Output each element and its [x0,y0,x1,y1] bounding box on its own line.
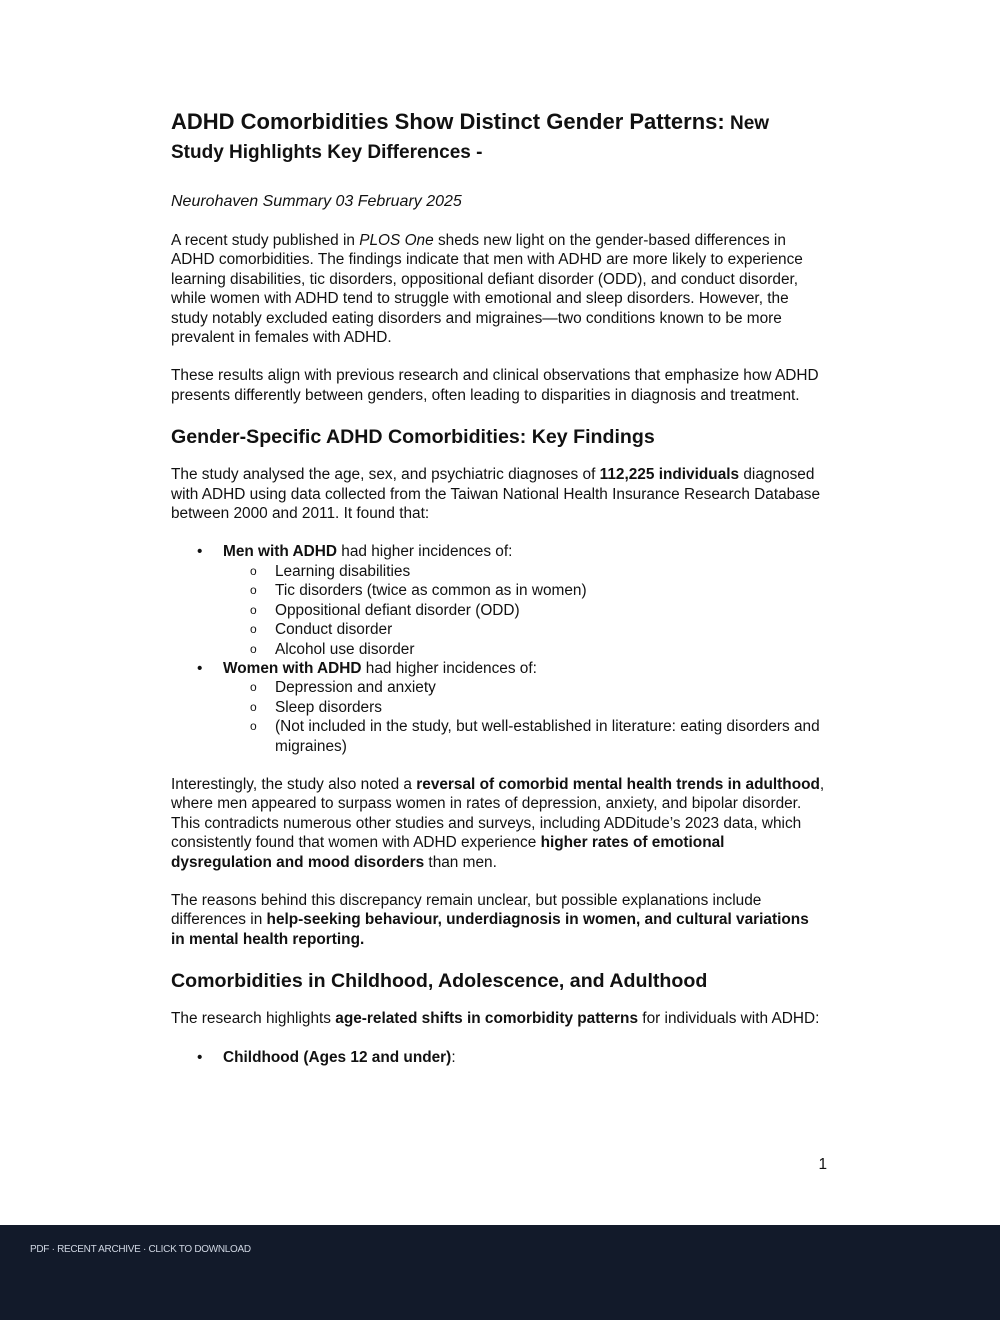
page-number: 1 [818,1156,827,1173]
list-item [171,659,826,756]
findings-paragraph-3 [171,891,826,949]
list-item [171,542,826,658]
list-item [223,581,826,600]
dateline: Neurohaven Summary 03 February 2025 [171,193,462,210]
bullet-women-label: Women with ADHD [223,659,362,677]
title-line2: Study Highlights Key Differences - [171,142,483,163]
findings-text: Interestingly, the study also noted a [171,775,417,793]
article-title [171,108,826,166]
list-item [223,717,826,756]
list-item-text: (Not included in the study, but well-established in literature: eating disorders and migraines) [275,718,820,755]
sub-bullet-glyph: o [250,680,257,695]
findings-paragraph-2 [171,775,826,872]
list-item-text: Tic disorders (twice as common as in women) [275,582,587,600]
intro-text-cont: sheds new light on the gender-based differences in ADHD comorbidities. The findings indicate that men with ADHD are more likely to experience learning disabilities, tic disorders, oppositional defiant disorder (ODD), and conduct disorder, while women with ADHD tend to struggle with emotional and sleep disorders. However, the study notably excluded eating disorders and migraines—two conditions known to be more prevalent in females with ADHD. [171,232,803,347]
sub-bullet-glyph: o [250,563,257,578]
sub-bullet-glyph: o [250,622,257,637]
findings-text-cont: diagnosed with ADHD using data collected from the Taiwan National Health Insurance Research Database between 2000 and 2011. It found that: [171,466,821,523]
bullet-glyph: • [197,659,203,677]
sub-bullet-glyph: o [250,641,257,656]
bullet-women-text: had higher incidences of: [361,659,537,677]
women-comorbidities-list [223,678,826,756]
list-item-text: Sleep disorders [275,698,382,716]
bullet-men-label: Men with ADHD [223,543,337,561]
findings-list [171,542,826,755]
list-item [223,678,826,697]
bullet-glyph: • [197,1048,203,1066]
sub-bullet-glyph: o [250,583,257,598]
download-pdf-link[interactable]: PDF · RECENT ARCHIVE · CLICK TO DOWNLOAD [30,1244,251,1255]
footer-bar [0,1225,1000,1320]
men-comorbidities-list [223,562,826,659]
findings-text: The reasons behind this discrepancy remain unclear, but possible explanations include differences in [171,891,762,929]
age-list [171,1048,826,1067]
sub-bullet-glyph: o [250,602,257,617]
article-body [171,108,826,1067]
findings-text: The study analysed the age, sex, and psychiatric diagnoses of [171,466,600,484]
emphasis-mood: higher rates of emotional dysregulation and mood disorders [171,834,725,871]
bullet-childhood-text: : [451,1048,456,1066]
emphasis-age-shifts: age-related shifts in comorbidity patterns [335,1010,639,1028]
bullet-glyph: • [197,543,203,561]
list-item [171,1048,826,1067]
findings-text-end: than men. [424,853,497,871]
list-item [223,620,826,639]
findings-text-cont: , where men appeared to surpass women in rates of depression, anxiety, and bipolar disorder. This contradicts numerous other studies and surveys, including ADDitude’s 2023 data, which consistently found that women with ADHD experience [171,775,825,852]
list-item [223,640,826,659]
emphasis-reversal: reversal of comorbid mental health trends in adulthood [416,775,820,793]
age-text-cont: for individuals with ADHD: [638,1010,820,1028]
sample-size: 112,225 individuals [599,466,740,484]
intro-paragraph-1 [171,231,826,347]
list-item [223,601,826,620]
list-item-text: Depression and anxiety [275,679,436,697]
section-heading-age: Comorbidities in Childhood, Adolescence, and Adulthood [171,970,708,993]
title-new: New [724,113,770,134]
sub-bullet-glyph: o [250,699,257,714]
list-item-text: Oppositional defiant disorder (ODD) [275,601,520,619]
emphasis-explanations: help-seeking behaviour, underdiagnosis in women, and cultural variations in mental health reporting. [171,911,809,948]
title-main: ADHD Comorbidities Show Distinct Gender Patterns: [171,109,725,134]
list-item [223,698,826,717]
age-paragraph-1 [171,1009,826,1028]
age-text: The research highlights [171,1010,336,1028]
intro-paragraph-2: These results align with previous research and clinical observations that emphasize how ADHD presents differently between genders, often leading to disparities in diagnosis and treatment. [171,367,819,404]
journal-name: PLOS One [359,232,434,249]
intro-text: A recent study published in [171,232,360,249]
list-item-text: Conduct disorder [275,621,393,639]
bullet-childhood-label: Childhood (Ages 12 and under) [223,1048,452,1066]
section-heading-findings: Gender-Specific ADHD Comorbidities: Key Findings [171,426,655,449]
list-item [223,562,826,581]
findings-paragraph-1 [171,465,826,523]
list-item-text: Alcohol use disorder [275,640,415,658]
sub-bullet-glyph: o [250,719,257,734]
bullet-men-text: had higher incidences of: [337,543,513,561]
list-item-text: Learning disabilities [275,562,411,580]
